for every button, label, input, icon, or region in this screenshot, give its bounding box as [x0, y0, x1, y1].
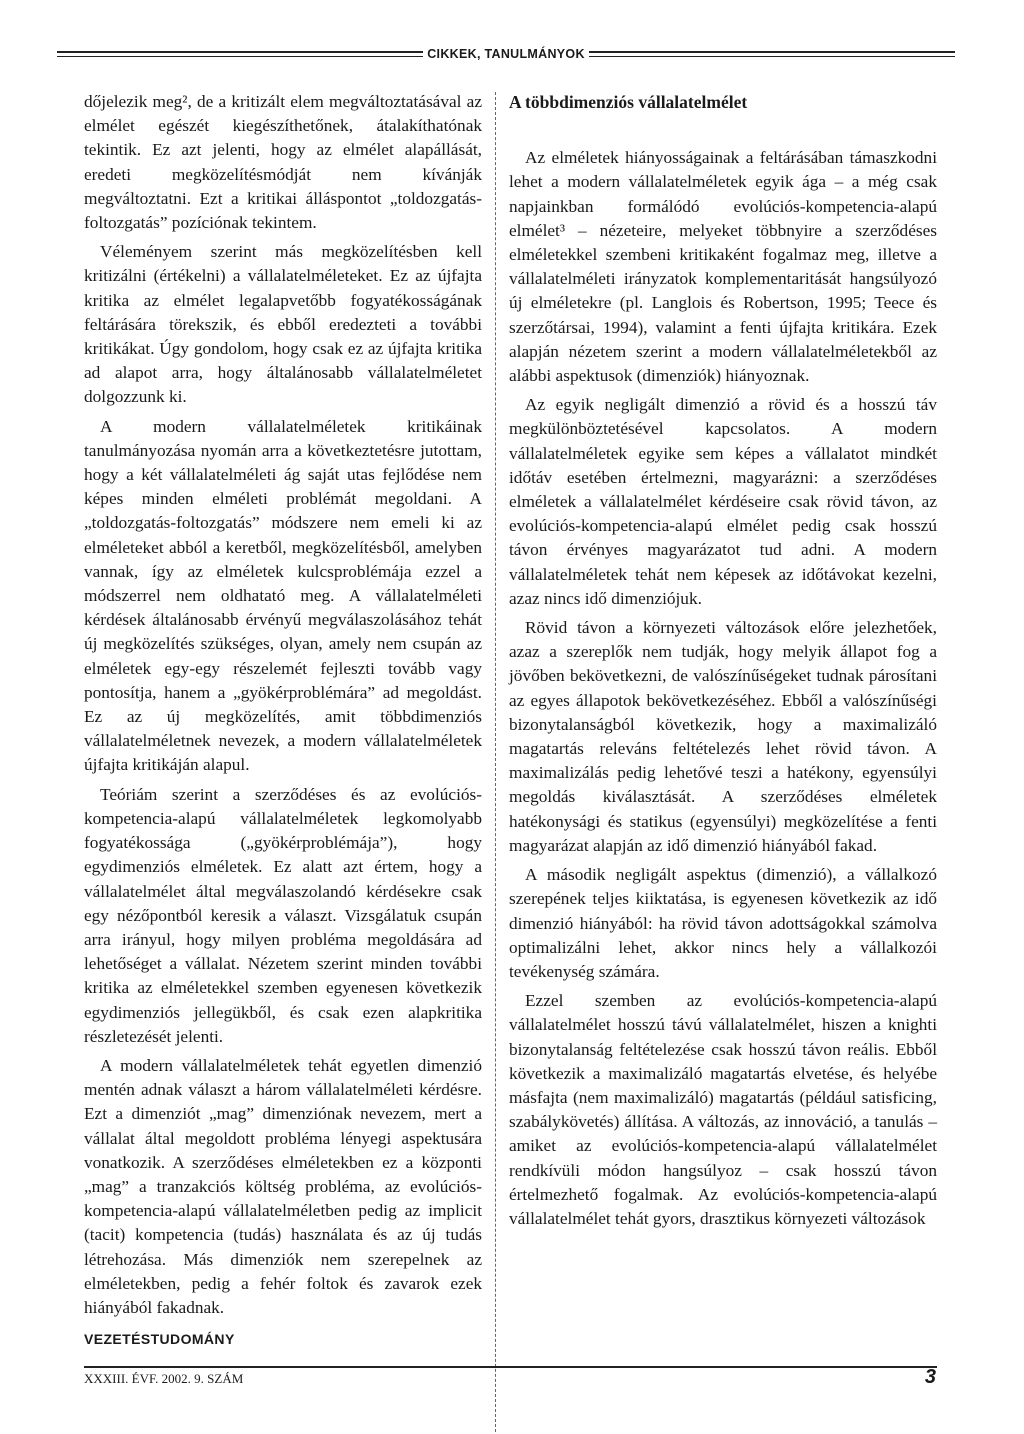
paragraph: A modern vállalatelméletek kritikáinak tanulmányozása nyomán arra a következtetésre jutottam, hogy a két vállalatelméleti ág saját utas fejlődése nem képes minden elméleti problémát megoldani. A „toldozgatás-foltozgatás” módszere nem emeli ki az elméleteket abból a keretből, megközelítésből, amelyben vannak, így az elméletek kulcsproblémája ezzel a módszerrel nem oldhatató meg. A vállalatelméleti kérdések általánosabb érvényű megválaszolásához tehát új megközelítés szükséges, olyan, amely nem csupán az elméletek egy-egy részelemét fejleszti tovább vagy pontosítja, hanem a „gyökérproblémára” ad megoldást. Ez az új megközelítés, amit többdimenziós vállalatelméletnek nevezek, a modern vállalatelméletek újfajta kritikáján alapul. [84, 416, 482, 775]
paragraph: Véleményem szerint más megközelítésben kell kritizálni (értékelni) a vállalatelméleteket. Ez az újfajta kritika az elmélet legalapvetőbb fogyatékosságának feltárására törekszik, és ebből eredezteti a további kritikákat. Úgy gondolom, hogy csak ez az újfajta kritika ad alapot arra, hogy általánosabb vállalatelméletet dolgozzunk ki. [84, 242, 482, 407]
right-column [509, 90, 937, 1236]
paragraph: A második negligált aspektus (dimenzió), a vállalkozó szerepének teljes kiiktatása, is egyenesen következik az idő dimenzió hiányából: ha rövid távon adottságokkal számolva optimalizálni lehet, akkor nincs hely a vállalkozói tevékenység számára. [509, 865, 937, 981]
paragraph: A modern vállalatelméletek tehát egyetlen dimenzió mentén adnak választ a három vállalatelméleti kérdésre. Ezt a dimenziót „mag” dimenziónak nevezem, mert a vállalat által megoldott probléma lényegi aspektusára vonatkozik. A szerződéses elméletekben ez a központi „mag” a tranzakciós költség probléma, az evolúciós-kompetencia-alapú vállalatelméletben pedig az implicit (tacit) kompetencia (tudás) használata és az új tudás létrehozása. Más dimenziók nem szerepelnek az elméletekben, pedig a fehér foltok és zavarok ezek hiányából fakadnak. [84, 1055, 482, 1317]
paragraph: Ezzel szemben az evolúciós-kompetencia-alapú vállalatelmélet hosszú távú vállalatelmélet, hiszen a knighti bizonytalanság feltételezése csak hosszú távon reális. Ebből következik a maximalizáló magatartás elvetése, és helyébe másfajta (nem maximalizáló) magatartás (például satisficing, szabálykövetés) állítása. A változás, az innováció, a tanulás – amiket az evolúciós-kompetencia-alapú vállalatelmélet rendkívüli módon hangsúlyoz – csak hosszú távon értelmezhető fogalmak. Az evolúciós-kompetencia-alapú vállalatelmélet tehát gyors, drasztikus környezeti változások [509, 991, 937, 1228]
header-rule-left [57, 51, 423, 57]
paragraph: Az egyik negligált dimenzió a rövid és a hosszú táv megkülönböztetésével kapcsolatos. A modern vállalatelméletek egyike sem képes a vállalatot mindkét időtáv esetében értelmezni, magyarázni: a szerződéses elméletek a vállalatelmélet kérdéseire csak rövid távon, az evolúciós-kompetencia-alapú elmélet pedig csak hosszú távon érvényes magyarázatot tud adni. A modern vállalatelméletek tehát nem képesek az időtávokat kezelni, azaz nincs idő dimenziójuk. [509, 395, 937, 608]
left-column [84, 90, 482, 1325]
column-divider [495, 92, 496, 1432]
paragraph: Teóriám szerint a szerződéses és az evolúciós-kompetencia-alapú vállalatelméletek legkomolyabb fogyatékossága („gyökérproblémája”), hogy egydimenziós elméletek. Ez alatt azt értem, hogy a vállalatelmélet által megválaszolandó kérdésekre csak egy nézőpontból keresik a választ. Vizsgálatuk csupán arra irányul, hogy milyen probléma megoldására ad lehetőséget a vállalat. Nézetem szerint minden további kritika az elméletekkel szemben egyenesen következik egydimenziós jellegükből, és csak ezen alapkritika részletezését jelenti. [84, 784, 482, 1046]
running-header [57, 43, 955, 65]
paragraph: Az elméletek hiányosságainak a feltárásában támaszkodni lehet a modern vállalatelméletek egyik ága – a még csak napjainkban formálódó evolúciós-kompetencia-alapú elmélet³ – nézeteire, melyeket többnyire a szerződéses elméletekkel szembeni kritikaként fogalmaz meg, illetve a vállalatelméleti irányzatok komplementaritását hangsúlyozó új elméletekre (pl. Langlois és Robertson, 1995; Teece és szerzőtársai, 1994), valamint a fenti újfajta kritikára. Ezek alapján nézetem szerint a modern vállalatelméletekből az alábbi aspektusok (dimenziók) hiányoznak. [509, 148, 937, 386]
running-title: CIKKEK, TANULMÁNYOK [427, 47, 585, 61]
section-heading: A többdimenziós vállalatelmélet [509, 92, 748, 112]
footer-rule [84, 1366, 937, 1368]
paragraph: Rövid távon a környezeti változások előre jelezhetőek, azaz a szereplők nem tudják, hogy melyik állapot fog a jövőben bekövetkezni, de valószínűségeket tudnak párosítani az egyes állapotok bekövetkezéséhez. Ebből a valószínűségi bizonytalanságból következik, hogy a maximalizáló magatartás releváns feltételezés lehet rövid távon. A maximalizálás pedig lehetővé teszi a hatékony, egyensúlyi megoldás kiválasztását. A szerződéses elméletek hatékonysági és statikus (egyensúlyi) megközelítése a fenti magyarázat alapján az idő dimenzió hiányából fakad. [509, 618, 937, 855]
paragraph: dőjelezik meg², de a kritizált elem megváltoztatásával az elmélet egészét kiegészíthetőnek, átalakíthatónak tekintik. Ez azt jelenti, hogy az elmélet alapállását, eredeti megközelítésmódját nem kívánják megváltoztatni. Ezt a kritikai álláspontot „toldozgatás-foltozgatás” pozíciónak tekintem. [84, 92, 482, 233]
page-number: 3 [924, 1366, 936, 1388]
journal-name: VEZETÉSTUDOMÁNY [84, 1331, 235, 1347]
header-rule-right [589, 51, 955, 57]
issue-info: XXXIII. ÉVF. 2002. 9. SZÁM [84, 1371, 244, 1386]
